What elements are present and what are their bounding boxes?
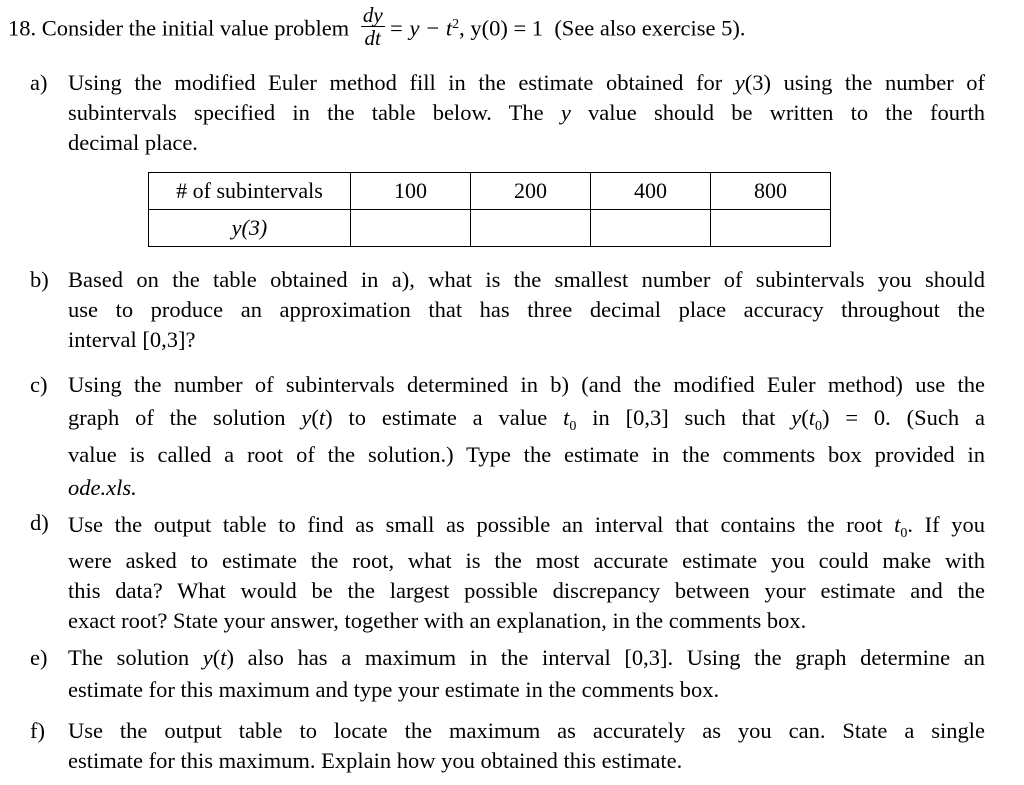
part-d-line-4: exact root? State your answer, together with an explanation, in the comments box. bbox=[68, 608, 807, 633]
table-cell-empty[interactable] bbox=[711, 210, 831, 247]
problem-header bbox=[8, 3, 746, 53]
part-c-var: y bbox=[791, 405, 802, 430]
part-c-text: ( bbox=[311, 405, 319, 430]
part-c-text: ) to estimate a value bbox=[325, 405, 564, 430]
part-c-text: ) = 0. (Such a bbox=[822, 405, 985, 430]
part-d-subscript: 0 bbox=[900, 526, 908, 541]
table-column-200: 200 bbox=[471, 173, 591, 210]
part-a-text: subintervals specified in the table below. The bbox=[68, 100, 561, 125]
part-a-label: a) bbox=[30, 70, 48, 95]
table-cell-empty[interactable] bbox=[351, 210, 471, 247]
part-a-line-3: decimal place. bbox=[68, 130, 198, 155]
part-a-var-y: y bbox=[734, 70, 745, 95]
part-c-line-3: value is called a root of the solution.) Type the estimate in the comments box provided in bbox=[68, 442, 985, 467]
part-b-label: b) bbox=[30, 267, 49, 292]
initial-condition: , y(0) = 1 bbox=[459, 15, 544, 41]
table-row-label: y(3) bbox=[149, 210, 351, 247]
part-c-line-2 bbox=[68, 401, 985, 438]
table-header-row bbox=[149, 173, 831, 210]
part-e-label: e) bbox=[30, 645, 48, 670]
part-b-line-2: use to produce an approximation that has three decimal place accuracy throughout the bbox=[68, 297, 985, 322]
part-e-line-2: estimate for this maximum and type your estimate in the comments box. bbox=[68, 677, 720, 702]
part-c-var: y bbox=[301, 405, 312, 430]
part-a-line-1 bbox=[68, 68, 985, 98]
part-e-var: y bbox=[202, 645, 213, 670]
part-d-line-3: this data? What would be the largest possible discrepancy between your estimate and the bbox=[68, 578, 985, 603]
part-e-text: The solution bbox=[68, 645, 203, 670]
part-c-var: t bbox=[318, 405, 326, 430]
part-c-subscript: 0 bbox=[569, 419, 577, 434]
ode-exponent: 2 bbox=[452, 16, 460, 32]
part-c bbox=[30, 368, 985, 504]
table-column-800: 800 bbox=[711, 173, 831, 210]
part-c-label: c) bbox=[30, 372, 48, 397]
part-d-label: d) bbox=[30, 510, 49, 535]
part-d-line-2: were asked to estimate the root, what is the most accurate estimate you could make with bbox=[68, 548, 985, 573]
part-c-var: t bbox=[563, 405, 570, 430]
part-c-subscript: 0 bbox=[815, 419, 823, 434]
part-d bbox=[30, 508, 985, 636]
part-a-text: value should be written to the fourth bbox=[570, 100, 985, 125]
part-e-text: ( bbox=[212, 645, 221, 670]
part-e-text: ) also has a maximum in the interval [0,3]. Using the graph determine an bbox=[226, 645, 985, 670]
derivative-denominator: dt bbox=[364, 26, 381, 50]
part-e bbox=[30, 642, 985, 706]
part-c-text: ( bbox=[801, 405, 809, 430]
part-a bbox=[30, 68, 985, 158]
derivative-numerator: dy bbox=[362, 3, 383, 27]
part-a-text: Using the modified Euler method fill in the estimate obtained for bbox=[68, 70, 735, 95]
table-column-400: 400 bbox=[591, 173, 711, 210]
part-f-line-1: Use the output table to locate the maximum as accurately as you can. State a single bbox=[68, 718, 985, 743]
table-value-row bbox=[149, 210, 831, 247]
part-d-text: Use the output table to find as small as possible an interval that contains the root bbox=[68, 512, 895, 537]
part-e-line-1 bbox=[68, 642, 985, 674]
part-a-line-2 bbox=[68, 98, 985, 128]
part-d-var: t bbox=[894, 512, 901, 537]
table-column-100: 100 bbox=[351, 173, 471, 210]
part-c-text: in [0,3] such that bbox=[576, 405, 792, 430]
problem-number: 18. bbox=[8, 15, 37, 41]
part-d-text: . If you bbox=[907, 512, 985, 537]
problem-intro: Consider the initial value problem bbox=[41, 15, 350, 41]
table-head-label: # of subintervals bbox=[149, 173, 351, 210]
subinterval-table bbox=[148, 172, 831, 247]
part-b bbox=[30, 265, 985, 355]
derivative-fraction bbox=[361, 4, 385, 49]
ode-rhs: = y − t bbox=[388, 15, 453, 41]
table-cell-empty[interactable] bbox=[471, 210, 591, 247]
part-c-var: t bbox=[808, 405, 816, 430]
part-c-line-4: ode.xls. bbox=[68, 475, 137, 500]
part-c-line-1: Using the number of subintervals determined in b) (and the modified Euler method) use the bbox=[68, 372, 985, 397]
part-a-var-y: y bbox=[560, 100, 571, 125]
part-d-line-1 bbox=[68, 508, 985, 546]
part-f-line-2: estimate for this maximum. Explain how you obtained this estimate. bbox=[68, 748, 683, 773]
part-e-var: t bbox=[220, 645, 227, 670]
part-f-label: f) bbox=[30, 718, 45, 743]
part-a-text: (3) using the number of bbox=[744, 70, 985, 95]
exercise-note: (See also exercise 5). bbox=[554, 15, 746, 41]
part-b-line-3: interval [0,3]? bbox=[68, 327, 196, 352]
part-c-text: graph of the solution bbox=[68, 405, 302, 430]
table-cell-empty[interactable] bbox=[591, 210, 711, 247]
part-f bbox=[30, 716, 985, 776]
part-b-line-1: Based on the table obtained in a), what is the smallest number of subintervals you should bbox=[68, 267, 985, 292]
